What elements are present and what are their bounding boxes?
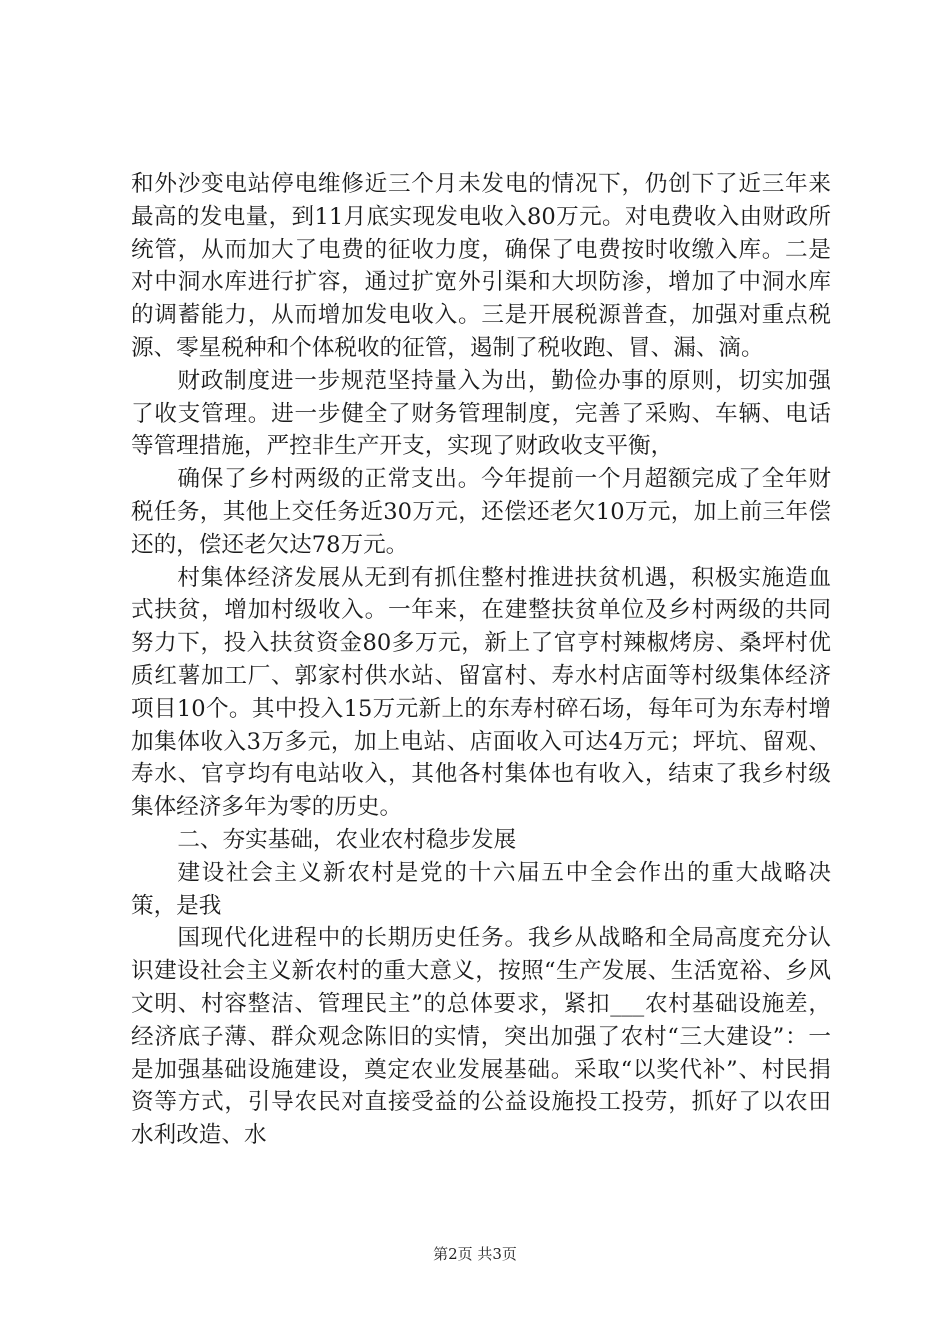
page-number-footer: 第2页 共3页 [433,1245,517,1263]
paragraph-modernization: 国现代化进程中的长期历史任务。我乡从战略和全局高度充分认识建设社会主义新农村的重大意义，按照“生产发展、生活宽裕、乡风文明、村容整洁、管理民主”的总体要求，紧扣___农村基础设施差，经济底子薄、群众观念陈旧的实情，突出加强了农村“三大建设”：一是加强基础设施建设，奠定农业发展基础。采取“以奖代补”、村民捐资等方式，引导农民对直接受益的公益设施投工投劳，抓好了以农田水利改造、水 [131,925,831,1149]
paragraph-continued: 和外沙变电站停电维修近三个月未发电的情况下，仍创下了近三年来最高的发电量，到11月底实现发电收入80万元。对电费收入由财政所统管，从而加大了电费的征收力度，确保了电费按时收缴入库。二是对中洞水库进行扩容，通过扩宽外引渠和大坝防渗，增加了中洞水库的调蓄能力，从而增加发电收入。三是开展税源普查，加强对重点税源、零星税种和个体税收的征管，遏制了税收跑、冒、漏、滴。 [131,171,831,361]
paragraph-new-countryside: 建设社会主义新农村是党的十六届五中全会作出的重大战略决策，是我 [131,859,831,919]
paragraph-finance-system: 财政制度进一步规范坚持量入为出，勤俭办事的原则，切实加强了收支管理。进一步健全了财务管理制度，完善了采购、车辆、电话等管理措施，严控非生产开支，实现了财政收支平衡， [131,367,831,460]
section-heading: 二、夯实基础，农业农村稳步发展 [177,826,517,853]
paragraph-expenditure: 确保了乡村两级的正常支出。今年提前一个月超额完成了全年财税任务，其他上交任务近30万元，还偿还老欠10万元，加上前三年偿还的，偿还老欠达78万元。 [131,466,831,558]
document-body [131,168,831,1152]
paragraph-collective-economy: 村集体经济发展从无到有抓住整村推进扶贫机遇，积极实施造血式扶贫，增加村级收入。一年来，在建整扶贫单位及乡村两级的共同努力下，投入扶贫资金80多万元，新上了官亨村辣椒烤房、桑坪村优质红薯加工厂、郭家村供水站、留富村、寿水村店面等村级集体经济项目10个。其中投入15万元新上的东寿村碎石场，每年可为东寿村增加集体收入3万多元，加上电站、店面收入可达4万元；坪坑、留观、寿水、官亨均有电站收入，其他各村集体也有收入，结束了我乡村级集体经济多年为零的历史。 [131,564,831,821]
